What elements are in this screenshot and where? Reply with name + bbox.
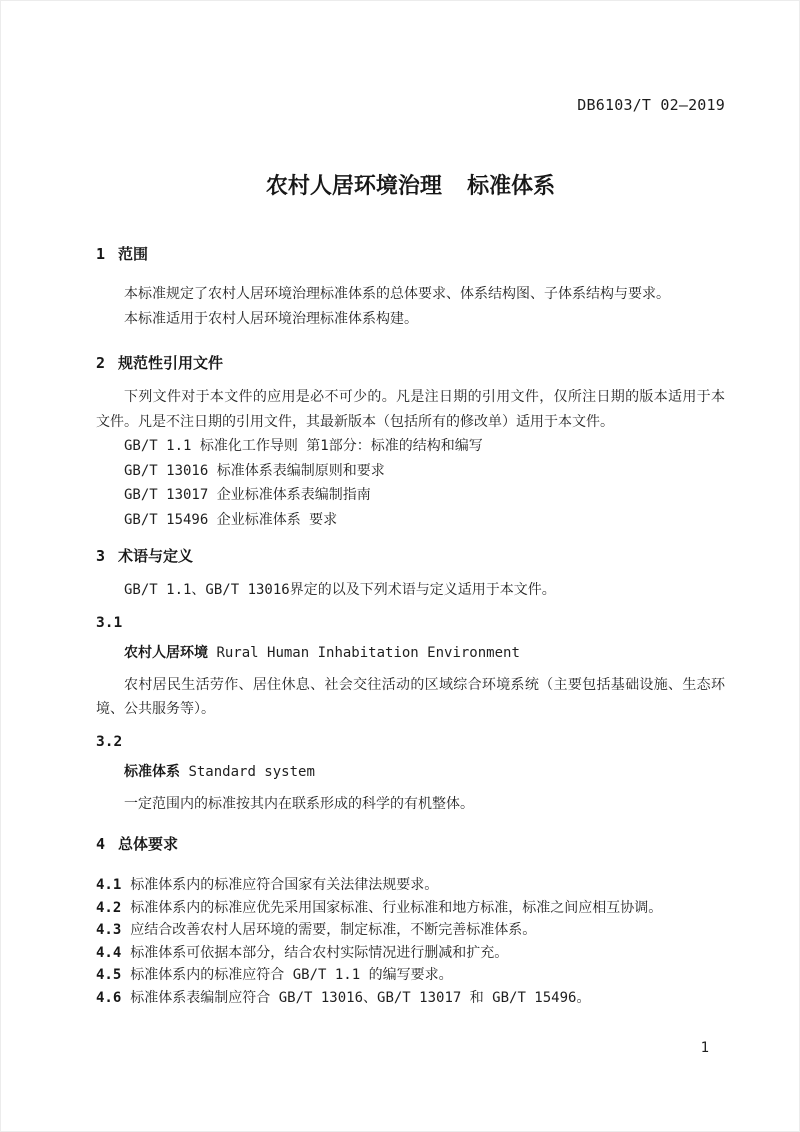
section-terms-definitions bbox=[96, 546, 725, 816]
term-number: 3.1 bbox=[96, 614, 123, 631]
term-english: Rural Human Inhabitation Environment bbox=[216, 644, 520, 661]
references-intro: 下列文件对于本文件的应用是必不可少的。凡是注日期的引用文件，仅所注日期的版本适用于本文件。凡是不注日期的引用文件，其最新版本（包括所有的修改单）适用于本文件。 bbox=[96, 389, 725, 430]
clause-number: 4.5 bbox=[96, 967, 122, 983]
section-title: 总体要求 bbox=[118, 835, 179, 853]
reference-item: GB/T 13016 标准体系表编制原则和要求 bbox=[124, 462, 385, 479]
term-number: 3.2 bbox=[96, 733, 123, 750]
page-number: 1 bbox=[700, 1040, 709, 1056]
term-definition: 一定范围内的标准按其内在联系形成的科学的有机整体。 bbox=[124, 795, 474, 812]
clause-text: 标准体系可依据本部分，结合农村实际情况进行删减和扩充。 bbox=[130, 944, 509, 961]
clause-item bbox=[96, 964, 725, 987]
clause-item bbox=[96, 987, 725, 1010]
document-title: 农村人居环境治理 标准体系 bbox=[265, 174, 556, 199]
clause-number: 4.3 bbox=[96, 922, 122, 938]
clause-text: 标准体系内的标准应符合国家有关法律法规要求。 bbox=[130, 877, 439, 893]
clause-item bbox=[96, 919, 725, 942]
section-heading-references bbox=[96, 353, 725, 373]
section-normative-references bbox=[96, 353, 725, 532]
section-number: 3 bbox=[96, 547, 106, 565]
section-title: 规范性引用文件 bbox=[118, 354, 224, 372]
clause-number: 4.4 bbox=[96, 944, 122, 961]
section-heading-terms bbox=[96, 546, 725, 566]
section-scope bbox=[96, 244, 725, 331]
section-heading-requirements bbox=[96, 834, 725, 854]
doc-code: DB6103/T 02—2019 bbox=[577, 96, 725, 114]
term-entry bbox=[124, 643, 725, 663]
section-general-requirements bbox=[96, 834, 725, 1009]
section-number: 2 bbox=[96, 354, 106, 372]
reference-item: GB/T 1.1 标准化工作导则 第1部分：标准的结构和编写 bbox=[124, 438, 483, 454]
clause-item bbox=[96, 942, 725, 965]
section-title: 术语与定义 bbox=[118, 547, 194, 565]
clause-text: 应结合改善农村人居环境的需要，制定标准，不断完善标准体系。 bbox=[130, 922, 537, 938]
term-english: Standard system bbox=[188, 763, 315, 780]
reference-item: GB/T 13017 企业标准体系表编制指南 bbox=[124, 487, 371, 503]
clause-number: 4.1 bbox=[96, 877, 122, 893]
clause-text: 标准体系内的标准应符合 GB/T 1.1 的编写要求。 bbox=[130, 967, 453, 983]
clause-item bbox=[96, 897, 725, 920]
scope-paragraph: 本标准适用于农村人居环境治理标准体系构建。 bbox=[124, 310, 418, 327]
term-chinese: 标准体系 bbox=[124, 763, 180, 780]
term-chinese: 农村人居环境 bbox=[124, 644, 208, 661]
clause-number: 4.2 bbox=[96, 899, 122, 916]
scope-paragraph: 本标准规定了农村人居环境治理标准体系的总体要求、体系结构图、子体系结构与要求。 bbox=[124, 286, 670, 302]
section-heading-scope bbox=[96, 244, 725, 264]
clause-text: 标准体系表编制应符合 GB/T 13016、GB/T 13017 和 GB/T 15496。 bbox=[130, 989, 591, 1006]
clause-list bbox=[96, 874, 725, 1009]
section-number: 4 bbox=[96, 835, 106, 853]
terms-intro: GB/T 1.1、GB/T 13016界定的以及下列术语与定义适用于本文件。 bbox=[124, 582, 556, 598]
term-entry bbox=[124, 762, 725, 782]
section-title: 范围 bbox=[118, 245, 149, 263]
reference-item: GB/T 15496 企业标准体系 要求 bbox=[124, 511, 338, 528]
term-definition: 农村居民生活劳作、居住休息、社会交往活动的区域综合环境系统（主要包括基础设施、生态环境、公共服务等）。 bbox=[96, 676, 725, 717]
clause-number: 4.6 bbox=[96, 989, 122, 1006]
clause-text: 标准体系内的标准应优先采用国家标准、行业标准和地方标准，标准之间应相互协调。 bbox=[130, 899, 663, 916]
section-number: 1 bbox=[96, 245, 106, 263]
page-content bbox=[96, 1, 725, 1131]
clause-item bbox=[96, 874, 725, 897]
